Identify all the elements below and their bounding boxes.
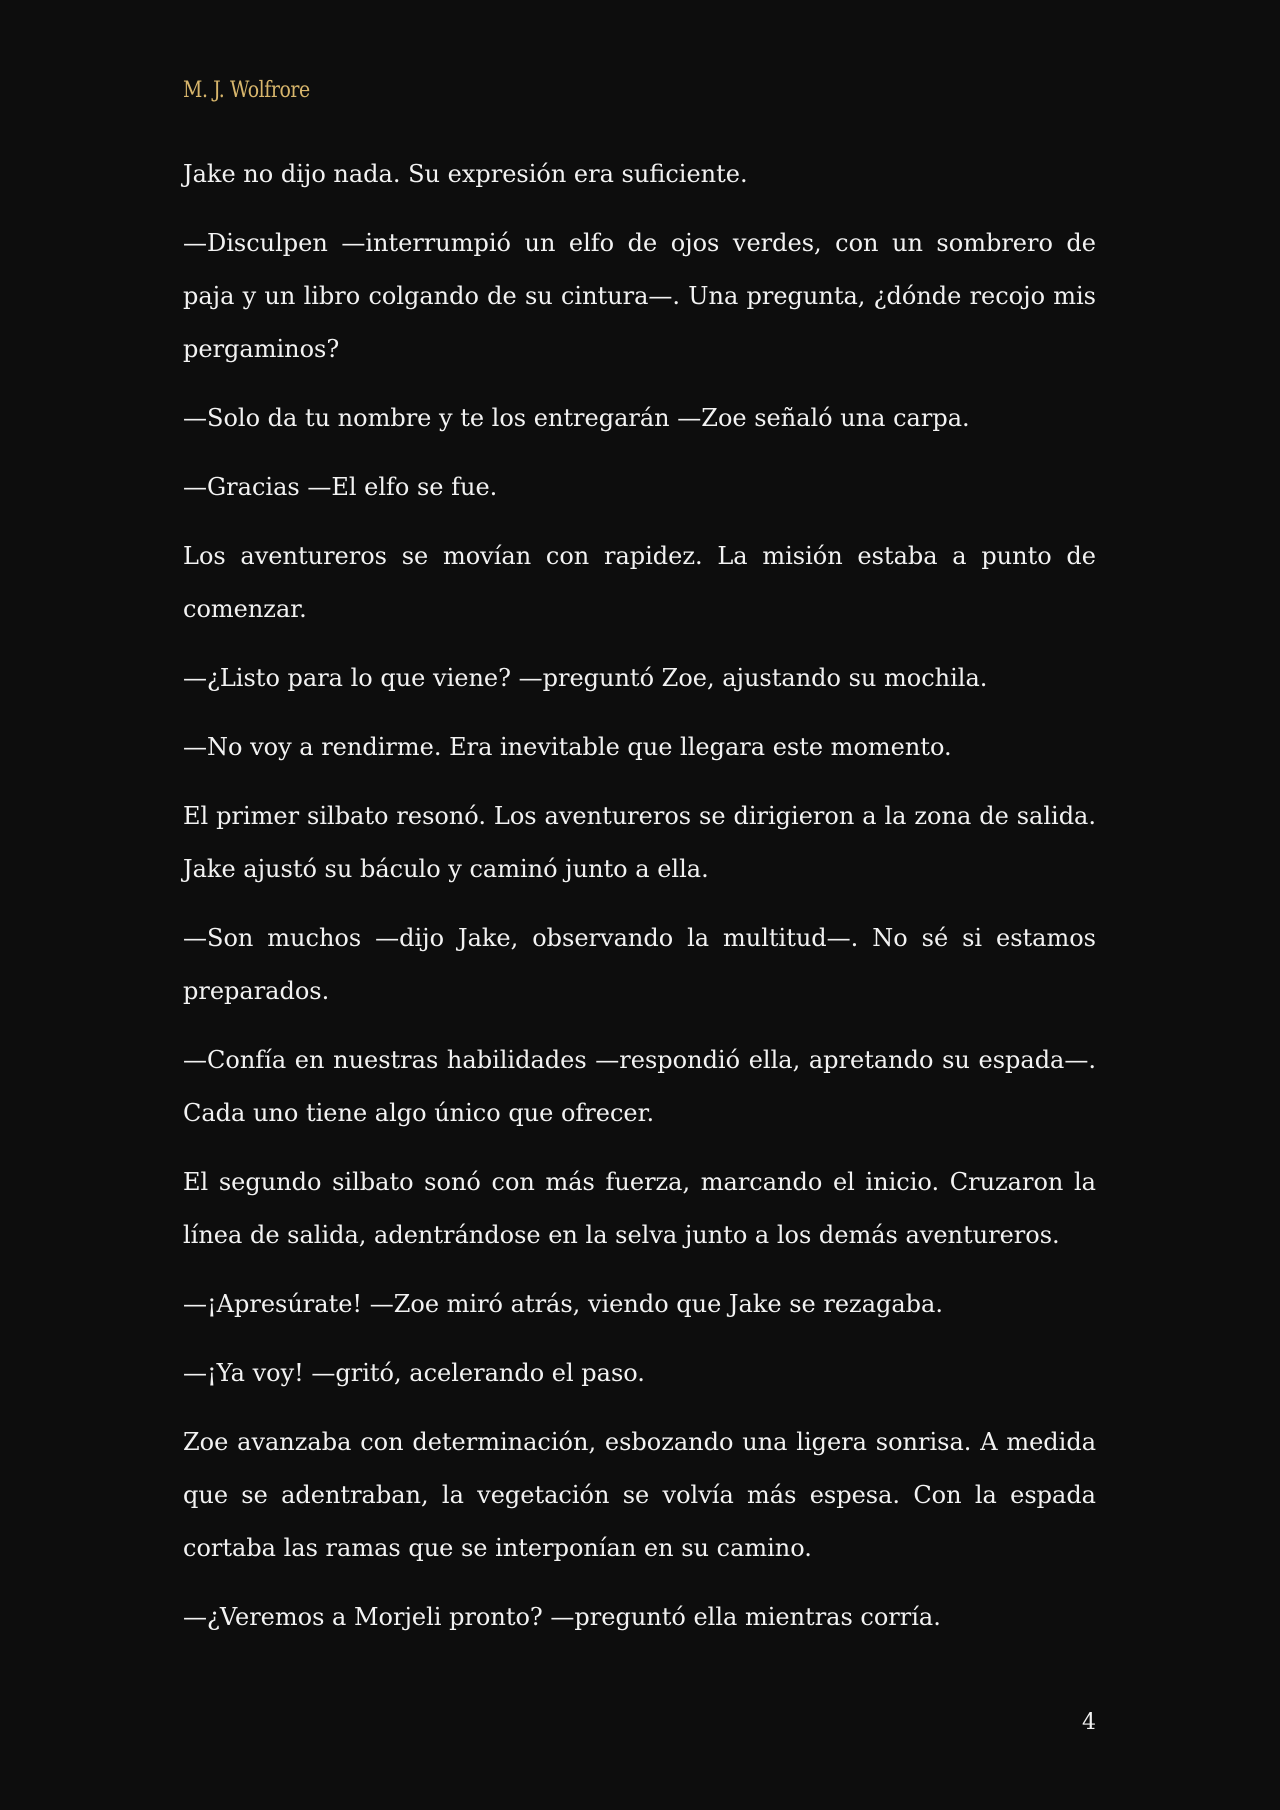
paragraph: —Disculpen —interrumpió un elfo de ojos verdes, con un sombrero de paja y un libro colgando de su cintura—. Una pregunta, ¿dónde recojo mis pergaminos? [183,229,1096,363]
running-header-author: M. J. Wolfrore [183,78,310,103]
paragraph: —¿Listo para lo que viene? —preguntó Zoe, ajustando su mochila. [183,664,988,692]
paragraph: —Son muchos —dijo Jake, observando la multitud—. No sé si estamos preparados. [183,924,1096,1005]
paragraph: —No voy a rendirme. Era inevitable que llegara este momento. [183,733,952,761]
paragraph: —Confía en nuestras habilidades —respondió ella, apretando su espada—. Cada uno tiene algo único que ofrecer. [183,1046,1096,1127]
paragraph: —¡Apresúrate! —Zoe miró atrás, viendo que Jake se rezagaba. [183,1290,943,1318]
paragraph: Los aventureros se movían con rapidez. La misión estaba a punto de comenzar. [183,542,1096,623]
page-body [183,148,1096,1660]
paragraph: —¿Veremos a Morjeli pronto? —preguntó ella mientras corría. [183,1603,941,1631]
paragraph: —Gracias —El elfo se fue. [183,473,498,501]
paragraph: Zoe avanzaba con determinación, esbozando una ligera sonrisa. A medida que se adentraban, la vegetación se volvía más espesa. Con la espada cortaba las ramas que se interponían en su camino. [183,1428,1096,1562]
paragraph: El segundo silbato sonó con más fuerza, marcando el inicio. Cruzaron la línea de salida, adentrándose en la selva junto a los demás aventureros. [183,1168,1096,1249]
paragraph: —¡Ya voy! —gritó, acelerando el paso. [183,1359,645,1387]
paragraph: Jake no dijo nada. Su expresión era suficiente. [183,160,748,188]
paragraph: —Solo da tu nombre y te los entregarán —Zoe señaló una carpa. [183,404,970,432]
paragraph: El primer silbato resonó. Los aventureros se dirigieron a la zona de salida. Jake ajustó su báculo y caminó junto a ella. [183,802,1096,883]
page-number: 4 [1082,1710,1096,1735]
